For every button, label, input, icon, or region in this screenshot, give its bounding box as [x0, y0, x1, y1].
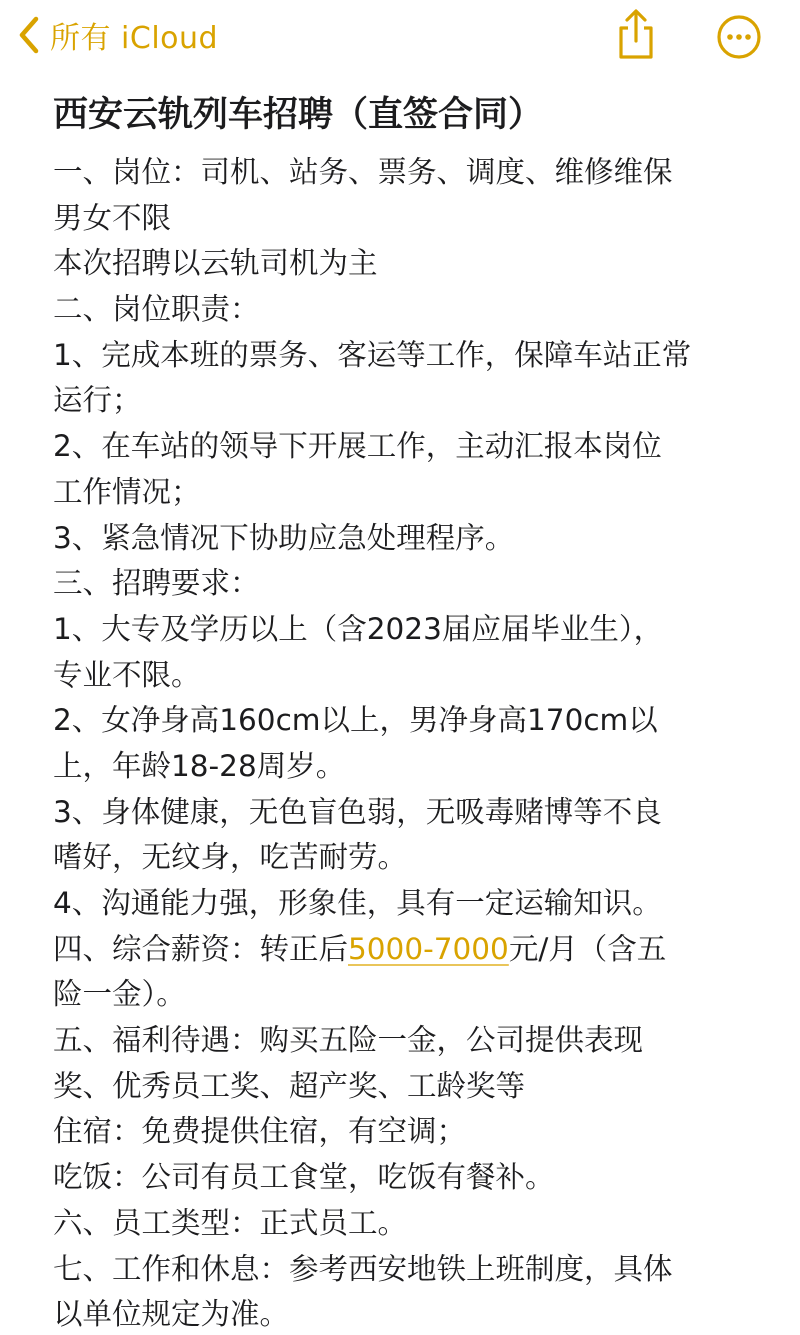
note-title: 西安云轨列车招聘（直签合同） [53, 95, 544, 135]
note-line: 六、员工类型：正式员工。 [53, 1205, 408, 1240]
salary-suffix: 元/月（含五 [508, 931, 667, 966]
note-body[interactable] [53, 90, 783, 1335]
note-line: 运行； [53, 383, 142, 418]
note-line: 七、工作和休息：参考西安地铁上班制度，具体 [53, 1251, 673, 1286]
note-line: 工作情况； [53, 474, 201, 509]
salary-prefix: 四、综合薪资：转正后 [53, 931, 349, 966]
note-line: 二、岗位职责： [53, 292, 260, 327]
note-line: 一、岗位：司机、站务、票务、调度、维修维保 [53, 155, 673, 189]
ellipsis-circle-icon [716, 45, 762, 64]
note-line: 本次招聘以云轨司机为主 [53, 246, 378, 281]
chevron-left-icon [18, 16, 40, 54]
note-line: 住宿：免费提供住宿，有空调； [53, 1114, 467, 1149]
note-line: 嗜好，无纹身，吃苦耐劳。 [53, 840, 408, 875]
note-line: 男女不限 [53, 200, 172, 235]
note-line: 4、沟通能力强，形象佳，具有一定运输知识。 [53, 886, 662, 920]
note-line: 3、身体健康，无色盲色弱，无吸毒赌博等不良 [53, 794, 662, 829]
more-button[interactable] [716, 14, 762, 60]
note-line: 2、女净身高160cm以上，男净身高170cm以 [53, 703, 658, 738]
share-icon [612, 45, 660, 64]
salary-amount-link[interactable]: 5000-7000 [348, 931, 509, 966]
note-line: 专业不限。 [53, 657, 201, 692]
note-line: 1、完成本班的票务、客运等工作，保障车站正常 [53, 337, 692, 372]
note-line: 上，年龄18-28周岁。 [53, 748, 346, 783]
note-line: 三、招聘要求： [53, 566, 260, 601]
note-line: 3、紧急情况下协助应急处理程序。 [53, 520, 515, 555]
note-line: 2、在车站的领导下开展工作，主动汇报本岗位 [53, 429, 662, 464]
salary-line [53, 927, 783, 973]
note-line: 以单位规定为准。 [53, 1297, 290, 1332]
note-line: 1、大专及学历以上（含2023届应届毕业生）， [53, 611, 664, 646]
note-line: 五、福利待遇：购买五险一金，公司提供表现 [53, 1023, 644, 1058]
navigation-bar [0, 0, 800, 80]
note-line: 吃饭：公司有员工食堂，吃饭有餐补。 [53, 1160, 555, 1195]
back-button-label: 所有 iCloud [50, 21, 219, 56]
back-button[interactable] [18, 10, 218, 60]
share-button[interactable] [612, 8, 660, 60]
note-line: 险一金）。 [53, 977, 186, 1012]
note-line: 奖、优秀员工奖、超产奖、工龄奖等 [53, 1068, 526, 1103]
